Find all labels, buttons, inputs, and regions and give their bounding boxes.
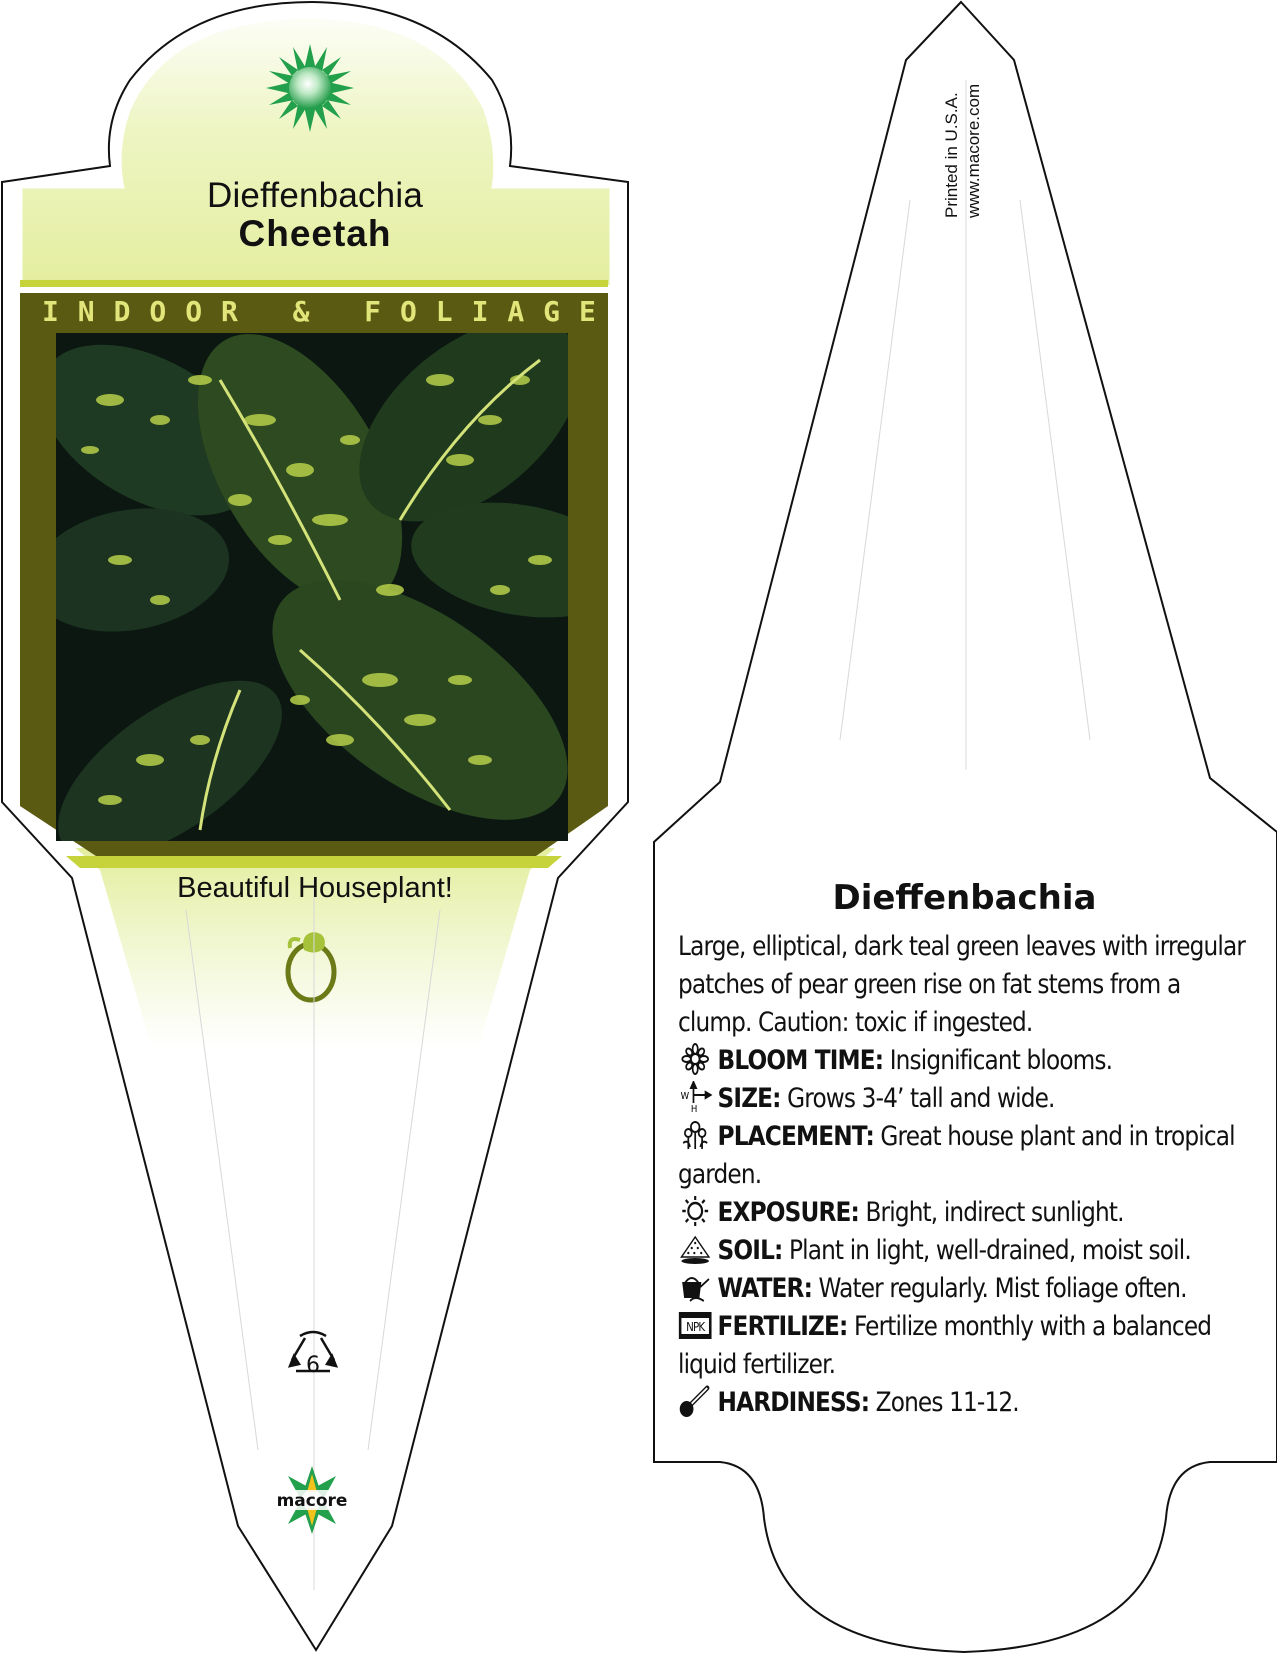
category-letter — [257, 295, 274, 331]
category-letter: L — [435, 295, 453, 328]
printed-in: Printed in U.S.A. — [942, 92, 961, 218]
attribute-row — [678, 1270, 1258, 1308]
attribute-label: BLOOM TIME: — [717, 1045, 884, 1076]
attribute-label: WATER: — [717, 1273, 813, 1304]
plant-genus: Dieffenbachia — [206, 176, 423, 215]
category-letter: N — [77, 295, 95, 328]
category-letter: I — [42, 295, 59, 328]
attribute-row — [678, 1118, 1258, 1194]
category-letter: I — [471, 295, 489, 328]
category-letter: G — [543, 295, 561, 328]
category-letter: E — [578, 295, 596, 328]
plant-cultivar: Cheetah — [238, 213, 392, 254]
description: Large, elliptical, dark teal green leaves with irregular patches of pear green rise on fat stems from a clump. Caution: toxic if ingested. — [678, 931, 1246, 1038]
attribute-row — [678, 1042, 1258, 1080]
flower-icon — [678, 1043, 712, 1075]
attribute-row — [678, 1232, 1258, 1270]
tagline: Beautiful Houseplant! — [177, 872, 453, 904]
attribute-row — [678, 1080, 1258, 1118]
watering-can-icon — [678, 1271, 712, 1303]
attribute-row — [678, 1194, 1258, 1232]
attribute-label: FERTILIZE: — [717, 1311, 848, 1342]
brand-name: macore — [276, 1491, 348, 1511]
attribute-value: Bright, indirect sunlight. — [858, 1197, 1124, 1228]
attribute-value: Water regularly. Mist foliage often. — [812, 1273, 1187, 1304]
attribute-label: HARDINESS: — [717, 1387, 870, 1418]
attribute-label: EXPOSURE: — [717, 1197, 859, 1228]
soil-icon — [678, 1233, 712, 1265]
attribute-label: SOIL: — [717, 1235, 783, 1266]
category-letter: & — [292, 295, 310, 328]
thermometer-icon — [678, 1385, 712, 1417]
attribute-value: Fertilize monthly with a balanced liquid fertilizer. — [678, 1311, 1212, 1380]
placement-plants-icon — [678, 1119, 712, 1151]
lime-band-top — [20, 280, 608, 287]
plant-photo — [11, 279, 638, 894]
attribute-value: Grows 3-4’ tall and wide. — [780, 1083, 1055, 1114]
size-arrows-icon — [678, 1081, 712, 1113]
sun-icon — [678, 1195, 712, 1227]
category-banner — [22, 295, 610, 331]
attribute-row — [678, 1384, 1258, 1422]
attribute-list — [678, 1042, 1258, 1422]
category-letter: A — [507, 295, 525, 328]
care-info — [678, 928, 1258, 1422]
category-letter: D — [113, 295, 131, 328]
recycle-number: 6 — [306, 1353, 320, 1378]
attribute-value: Plant in light, well-drained, moist soil. — [782, 1235, 1191, 1266]
website: www.macore.com — [964, 83, 983, 218]
attribute-label: PLACEMENT: — [717, 1121, 874, 1152]
sun-star-logo — [266, 44, 354, 132]
category-letter: R — [220, 295, 238, 328]
npk-icon — [678, 1309, 712, 1341]
category-letter — [328, 295, 345, 331]
back-title: Dieffenbachia — [832, 878, 1097, 918]
attribute-value: Zones 11-12. — [869, 1387, 1019, 1418]
category-letter: O — [149, 295, 167, 328]
category-letter: O — [399, 295, 417, 328]
attribute-value: Insignificant blooms. — [883, 1045, 1113, 1076]
svg-text:H: H — [690, 1103, 697, 1113]
category-letter: F — [364, 295, 382, 328]
attribute-value: Great house plant and in tropical garden. — [678, 1121, 1235, 1190]
svg-text:NPK: NPK — [686, 1320, 705, 1335]
svg-text:W: W — [680, 1090, 689, 1103]
attribute-row — [678, 1308, 1258, 1384]
print-info — [942, 50, 983, 218]
category-letter: O — [185, 295, 203, 328]
attribute-label: SIZE: — [717, 1083, 781, 1114]
